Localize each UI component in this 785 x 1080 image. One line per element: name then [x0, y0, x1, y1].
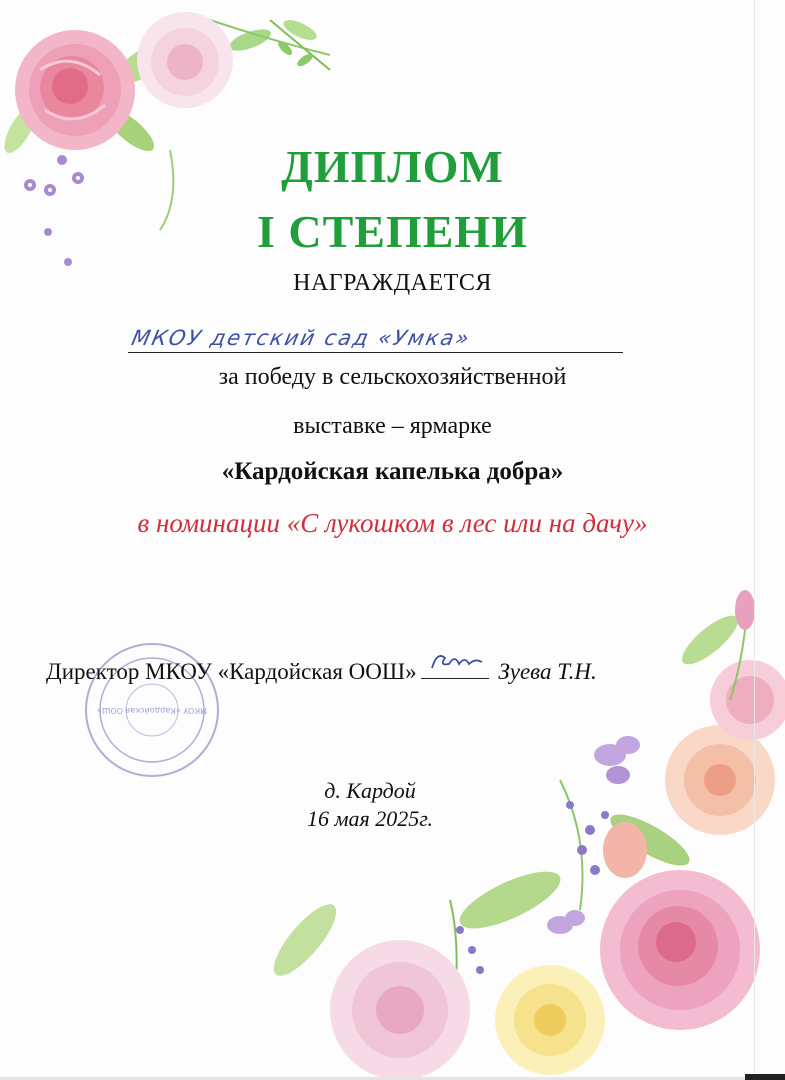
- recipient-line: [128, 318, 623, 353]
- awarded-label: НАГРАЖДАЕТСЯ: [293, 270, 492, 296]
- date: 16 мая 2025г.: [306, 806, 434, 831]
- diploma-degree: I СТЕПЕНИ: [256, 206, 528, 257]
- signature-line: [421, 656, 489, 679]
- recipient-handwritten: МКОУ детский сад «Умка»: [129, 326, 474, 350]
- director-name: Зуева Т.Н.: [498, 659, 597, 684]
- reason-line-2: выставке – ярмарке: [293, 413, 492, 439]
- stamp-text: МКОУ «Кардойская ООШ»: [96, 706, 208, 715]
- director-signature-row: [46, 656, 597, 685]
- diploma-title: ДИПЛОМ: [281, 141, 504, 192]
- nomination-text: в номинации «С лукошком в лес или на дачу»: [137, 508, 648, 538]
- director-label: Директор МКОУ «Кардойская ООШ»: [46, 659, 417, 684]
- director-signature: [427, 646, 487, 676]
- reason-line-1: за победу в сельскохозяйственной: [218, 364, 567, 390]
- scan-edge-artifact: [0, 1074, 785, 1080]
- event-name: «Кардойская капелька добра»: [221, 458, 564, 485]
- place: д. Кардой: [324, 778, 416, 803]
